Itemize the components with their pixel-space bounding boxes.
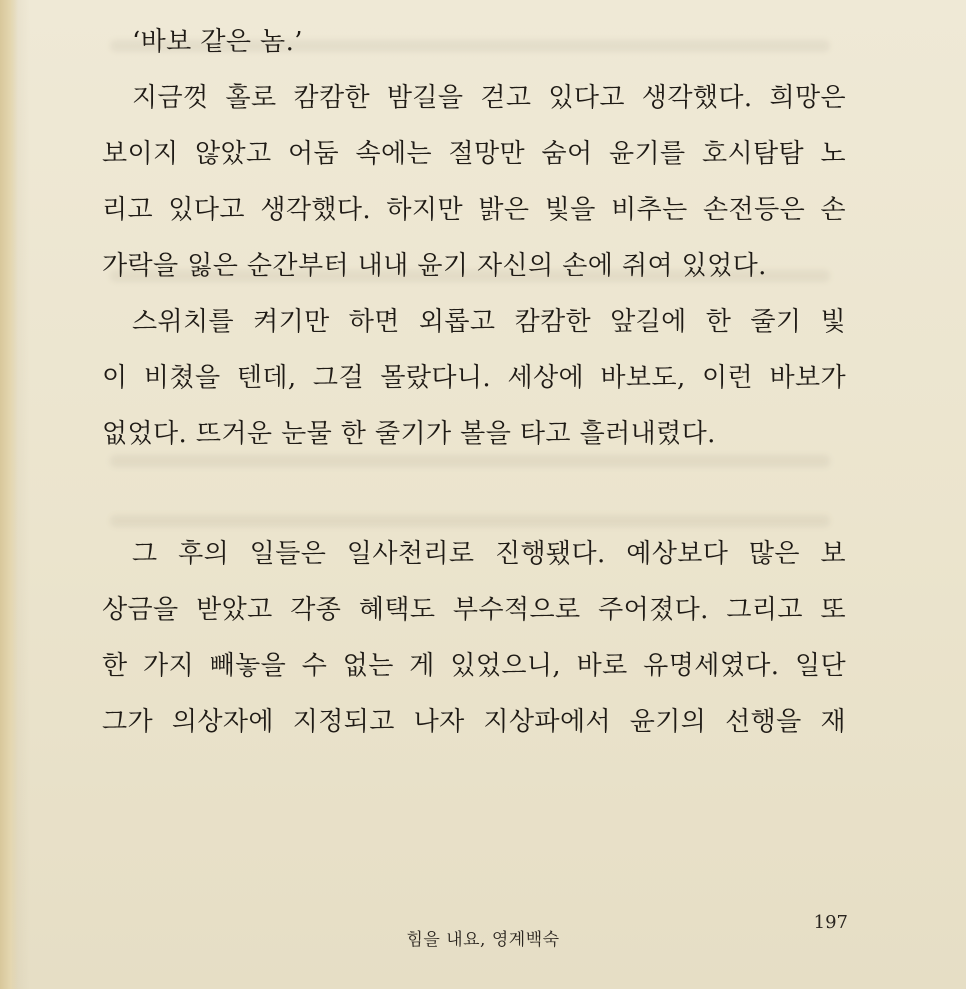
text-line: 한 가지 빼놓을 수 없는 게 있었으니, 바로 유명세였다. 일단 (102, 651, 846, 681)
text-line: 그가 의상자에 지정되고 나자 지상파에서 윤기의 선행을 재 (102, 707, 846, 737)
text-line: 없었다. 뜨거운 눈물 한 줄기가 볼을 타고 흘러내렸다. (102, 419, 716, 449)
book-title-footer: 힘을 내요, 영계백숙 (406, 930, 560, 950)
text-line: 상금을 받았고 각종 혜택도 부수적으로 주어졌다. 그리고 또 (102, 595, 846, 625)
body-text (102, 14, 846, 750)
text-line: 이 비쳤을 텐데, 그걸 몰랐다니. 세상에 바보도, 이런 바보가 (102, 363, 846, 393)
text-line: 리고 있다고 생각했다. 하지만 밝은 빛을 비추는 손전등은 손 (102, 195, 846, 225)
page-number: 197 (813, 912, 848, 933)
text-line: ‘바보 같은 놈.’ (132, 27, 303, 57)
page-spine-shadow (0, 0, 18, 989)
text-line: 스위치를 켜기만 하면 외롭고 캄캄한 앞길에 한 줄기 빛 (132, 307, 846, 337)
section-break (102, 462, 846, 526)
text-line: 지금껏 홀로 캄캄한 밤길을 걷고 있다고 생각했다. 희망은 (132, 83, 846, 113)
text-line: 가락을 잃은 순간부터 내내 윤기 자신의 손에 쥐여 있었다. (102, 251, 767, 281)
text-line: 보이지 않았고 어둠 속에는 절망만 숨어 윤기를 호시탐탐 노 (102, 139, 846, 169)
text-line: 그 후의 일들은 일사천리로 진행됐다. 예상보다 많은 보 (132, 539, 846, 569)
